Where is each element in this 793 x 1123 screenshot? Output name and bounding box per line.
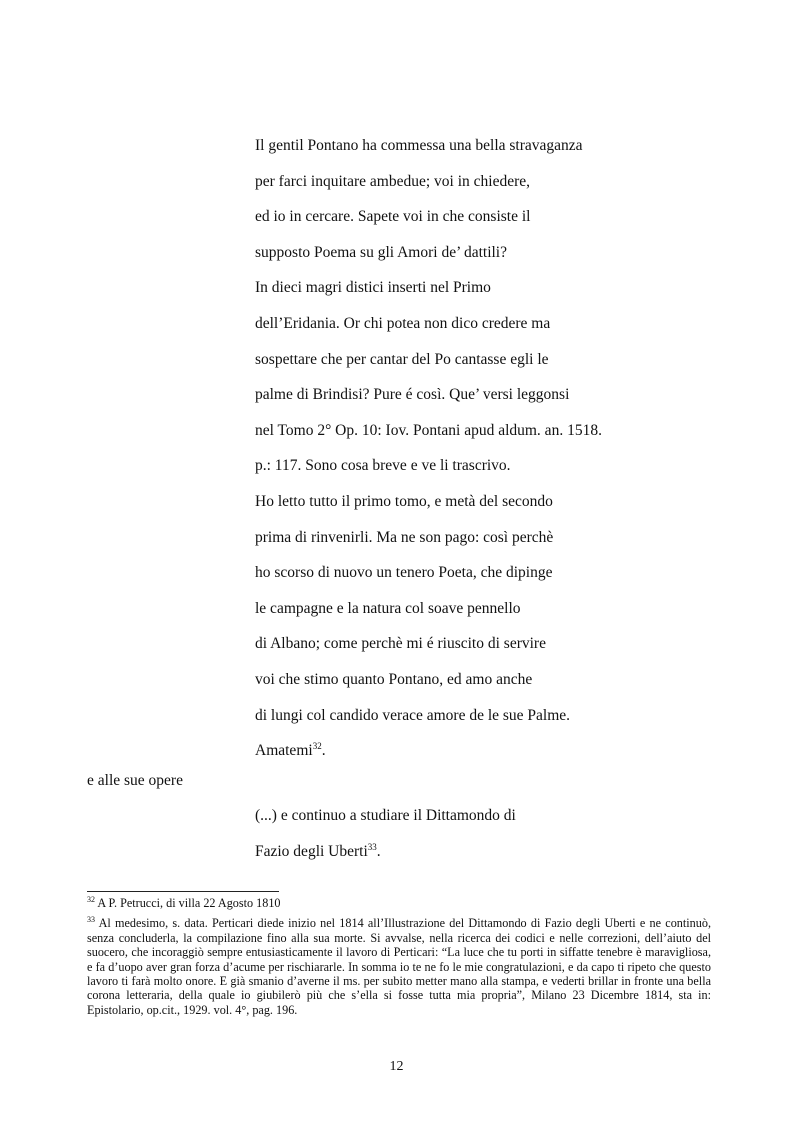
footnote-32 xyxy=(87,896,711,910)
quote-line: palme di Brindisi? Pure é così. Que’ versi leggonsi xyxy=(255,386,570,404)
quote2-closing-line xyxy=(255,834,685,870)
quote-closing-tail: . xyxy=(321,742,326,760)
footnote-number: 33 xyxy=(87,915,95,925)
page-number: 12 xyxy=(389,1059,404,1074)
quote-line: sospettare che per cantar del Po cantasse egli le xyxy=(255,350,549,368)
quote2-line: (...) e continuo a studiare il Dittamondo di xyxy=(255,807,516,824)
footnote-ref-32[interactable]: 32 xyxy=(312,740,322,751)
quote-line: prima di rinvenirli. Ma ne son pago: così perchè xyxy=(255,528,554,546)
quote-line: In dieci magri distici inserti nel Primo xyxy=(255,279,491,297)
quote-line: supposto Poema su gli Amori de’ dattili? xyxy=(255,243,507,261)
quote-line: le campagne e la natura col soave pennello xyxy=(255,599,521,617)
quote-line: per farci inquitare ambedue; voi in chiedere, xyxy=(255,172,530,190)
quote-closing-text: Amatemi xyxy=(255,742,313,760)
quote-line: ed io in cercare. Sapete voi in che consiste il xyxy=(255,208,531,226)
quote-line: dell’Eridania. Or chi potea non dico credere ma xyxy=(255,314,551,332)
quote-line: di Albano; come perchè mi é riuscito di servire xyxy=(255,635,546,653)
narrative-text: e alle sue opere xyxy=(87,772,183,789)
quote2-closing-text: Fazio degli Uberti xyxy=(255,842,368,860)
quote-line: nel Tomo 2° Op. 10: Iov. Pontani apud aldum. an. 1518. xyxy=(255,421,602,439)
quote-line: Il gentil Pontano ha commessa una bella stravaganza xyxy=(255,137,583,154)
footnote-text: Al medesimo, s. data. Perticari diede inizio nel 1814 all’Illustrazione del Dittamondo di Fazio degli Uberti e ne continuò, senza concluderla, la compilazione fino alla sua morte. Si avvalse, nella ricerca dei codici e nelle correzioni, dell’aiuto del suocero, che incoraggiò sempre entusiasticamente il lavoro di Perticari: “La luce che tu porti in siffatte tenebre è maravigliosa, e fa d’uopo aver gran forza d’acume per rischiararle. In somma io te ne fo le mie congratulazioni, e da capo ti ripeto che questo lavoro ti farà molto onore. E già smanio d’averne il ms. per subito metter mano alla stampa, e vederti brillar in fronte una bella corona letteraria, della quale io giubilerò più che s’ella si fosse tutta mia propria”, Milano 23 Dicembre 1814, sta in: Epistolario, op.cit., 1929. vol. 4°, pag. 196. xyxy=(87,916,711,1017)
footnotes-section xyxy=(87,896,711,1023)
footnote-separator xyxy=(87,891,279,892)
quote-line: ho scorso di nuovo un tenero Poeta, che dipinge xyxy=(255,564,553,582)
second-quote-block xyxy=(255,798,685,869)
letter-quote-block xyxy=(255,128,685,769)
footnote-text: A P. Petrucci, di villa 22 Agosto 1810 xyxy=(97,896,281,910)
quote2-closing-tail: . xyxy=(376,842,381,860)
quote-line: Ho letto tutto il primo tomo, e metà del secondo xyxy=(255,492,553,510)
quote-line: di lungi col candido verace amore de le sue Palme. xyxy=(255,706,571,724)
footnote-number: 32 xyxy=(87,894,95,904)
quote-closing-line xyxy=(255,733,685,769)
quote-line: voi che stimo quanto Pontano, ed amo anche xyxy=(255,670,533,688)
footnote-33 xyxy=(87,916,711,1017)
footnote-ref-33[interactable]: 33 xyxy=(367,841,377,852)
quote-line: p.: 117. Sono cosa breve e ve li trascrivo. xyxy=(255,457,511,475)
